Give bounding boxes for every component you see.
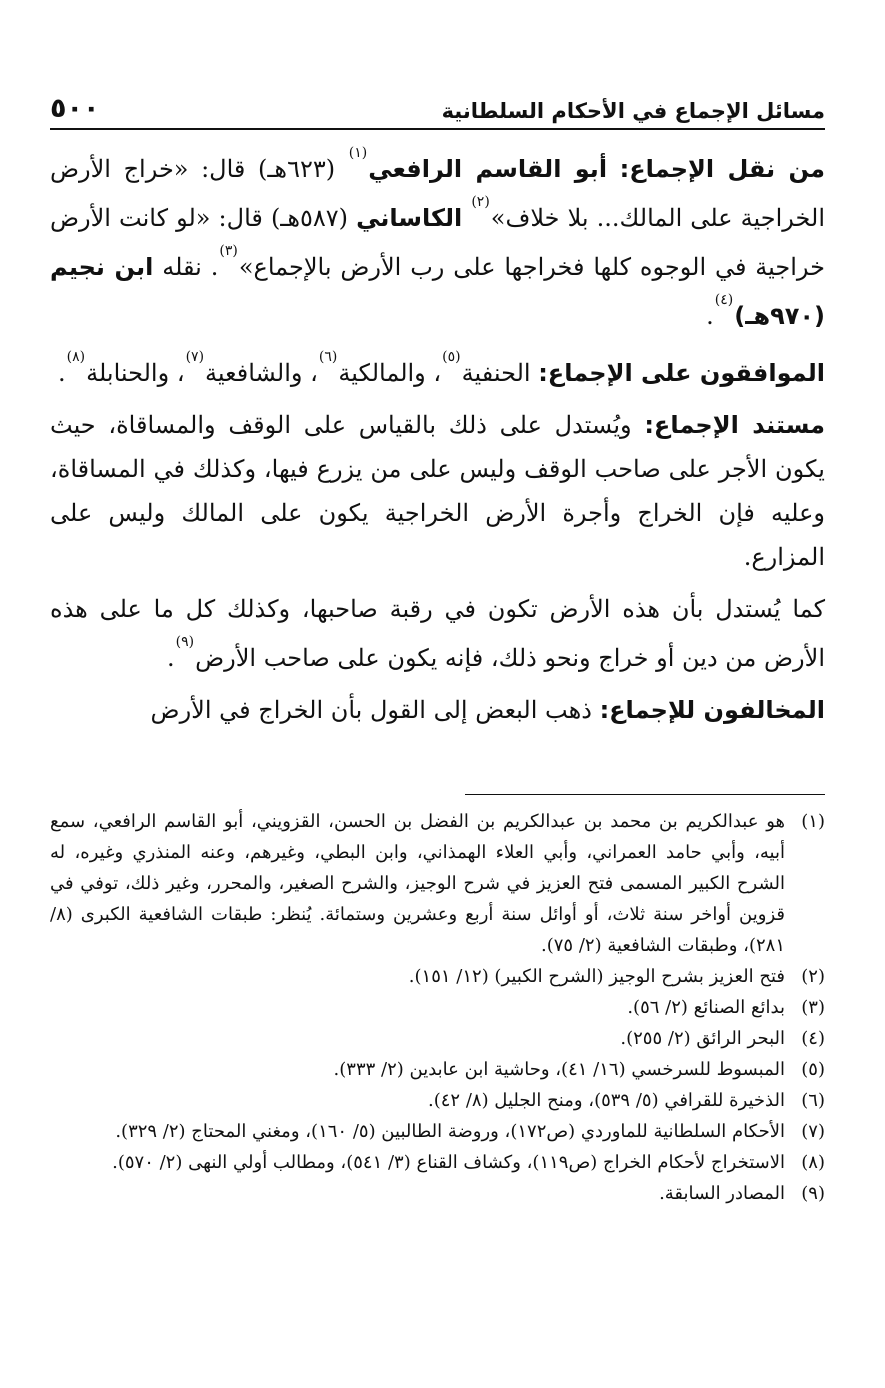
footnote-number: (٨) bbox=[801, 1152, 825, 1173]
footnote-ref[interactable]: (٧) bbox=[185, 349, 205, 365]
paragraph-text: ويُستدل على ذلك بالقياس على الوقف والمساقاة، حيث يكون الأجر على صاحب الوقف وليس على من يزرع فيها، وكذلك في المساقاة، وعليه فإن الخراج وأجرة الأرض الخراجية يكون على المالك وليس على المزارع. bbox=[50, 411, 825, 571]
footnote-item bbox=[50, 1116, 825, 1147]
footnote-number: (٦) bbox=[801, 1090, 825, 1111]
footnote-item bbox=[50, 1085, 825, 1116]
footnote-ref[interactable]: (٦) bbox=[318, 349, 338, 365]
footnote-text: فتح العزيز بشرح الوجيز (الشرح الكبير) (١٢/ ١٥١). bbox=[408, 966, 785, 987]
scholar-name: ابن نجيم (٩٧٠هـ) bbox=[50, 253, 825, 330]
paragraph-text: ، والشافعية bbox=[205, 359, 318, 387]
section-term: مستند الإجماع: bbox=[644, 411, 825, 439]
footnote-text: الذخيرة للقرافي (٥/ ٥٣٩)، ومنح الجليل (٨/ ٤٢). bbox=[428, 1090, 785, 1111]
paragraph-basis-continued bbox=[50, 587, 825, 680]
paragraph-text: . bbox=[167, 644, 175, 672]
footnotes bbox=[50, 806, 825, 1209]
paragraph-text: كما يُستدل بأن هذه الأرض تكون في رقبة صاحبها، وكذلك كل ما على هذه الأرض من دين أو خراج ونحو ذلك، فإنه يكون على صاحب الأرض bbox=[50, 595, 825, 672]
footnote-ref[interactable]: (٢) bbox=[471, 194, 490, 210]
paragraph-text: (٥٨٧هـ) قال: «لو كانت الأرض خراجية في الوجوه كلها فخراجها على رب الأرض بالإجماع» bbox=[50, 204, 825, 281]
header-divider bbox=[50, 128, 825, 130]
paragraph-text: (٦٢٣هـ) قال: «خراج الأرض الخراجية على المالك... بلا خلاف» bbox=[50, 155, 825, 232]
section-term: من نقل الإجماع: bbox=[619, 155, 825, 183]
footnote-text: هو عبدالكريم بن محمد بن عبدالكريم بن الفضل بن الحسن، القزويني، أبو القاسم الرافعي، سمع أبيه، وأبي حامد العمراني، وأبي العلاء الهمذاني، وابن البطي، وغيرهم، وعنه المنذري وغيره، له الشرح الكبير المسمى فتح العزيز في شرح الوجيز، والشرح الصغير، والمحرر، وغير ذلك، توفي في قزوين أواخر سنة ثلاث، أو أوائل سنة أربع وعشرين وستمائة. يُنظر: طبقات الشافعية الكبرى (٨/ ٢٨١)، وطبقات الشافعية (٢/ ٧٥). bbox=[50, 811, 785, 956]
footnote-number: (٧) bbox=[801, 1121, 825, 1142]
scholar-name: أبو القاسم الرافعي bbox=[368, 155, 608, 183]
footnote-item bbox=[50, 1054, 825, 1085]
page-header bbox=[50, 80, 825, 122]
footnote-item bbox=[50, 961, 825, 992]
footnote-text: المبسوط للسرخسي (١٦/ ٤١)، وحاشية ابن عابدين (٢/ ٣٣٣). bbox=[333, 1059, 785, 1080]
section-term: الموافقون على الإجماع: bbox=[538, 359, 825, 387]
footnote-text: المصادر السابقة. bbox=[659, 1183, 785, 1204]
footnote-item bbox=[50, 806, 825, 961]
footnote-item bbox=[50, 1147, 825, 1178]
footnote-text: الأحكام السلطانية للماوردي (ص١٧٢)، وروضة الطالبين (٥/ ١٦٠)، ومغني المحتاج (٢/ ٣٢٩). bbox=[115, 1121, 785, 1142]
paragraph-basis bbox=[50, 403, 825, 579]
footnote-number: (٤) bbox=[801, 1028, 825, 1049]
footnote-ref[interactable]: (٣) bbox=[219, 243, 238, 259]
paragraph-text: ، والمالكية bbox=[338, 359, 442, 387]
footnote-text: الاستخراج لأحكام الخراج (ص١١٩)، وكشاف القناع (٣/ ٥٤١)، ومطالب أولي النهى (٢/ ٥٧٠). bbox=[112, 1152, 785, 1173]
footnote-ref[interactable]: (٩) bbox=[175, 634, 195, 650]
main-text bbox=[50, 142, 825, 740]
footnote-number: (٣) bbox=[801, 997, 825, 1018]
section-term: المخالفون للإجماع: bbox=[599, 696, 825, 724]
scholar-name: الكاساني bbox=[356, 204, 463, 232]
footnote-ref[interactable]: (١) bbox=[348, 145, 368, 161]
footnote-number: (٥) bbox=[801, 1059, 825, 1080]
paragraph-agreeing bbox=[50, 346, 825, 395]
footnote-ref[interactable]: (٤) bbox=[714, 292, 734, 308]
footnote-number: (٢) bbox=[801, 966, 825, 987]
footnote-item bbox=[50, 1178, 825, 1209]
paragraph-text: . bbox=[57, 359, 66, 387]
footnote-text: البحر الرائق (٢/ ٢٥٥). bbox=[620, 1028, 785, 1049]
footnote-ref[interactable]: (٥) bbox=[442, 349, 461, 365]
running-title: مسائل الإجماع في الأحكام السلطانية bbox=[441, 99, 825, 123]
footnote-item bbox=[50, 1023, 825, 1054]
paragraph-transmitters bbox=[50, 142, 825, 338]
paragraph-text: ذهب البعض إلى القول بأن الخراج في الأرض bbox=[150, 696, 600, 724]
footnote-number: (٩) bbox=[801, 1183, 825, 1204]
paragraph-text: ، والحنابلة bbox=[86, 359, 185, 387]
paragraph-dissenters bbox=[50, 688, 825, 732]
paragraph-text: . نقله bbox=[153, 253, 219, 281]
footnote-item bbox=[50, 992, 825, 1023]
page-number: ٥٠٠ bbox=[50, 93, 100, 124]
footnote-number: (١) bbox=[801, 811, 825, 832]
footnote-text: بدائع الصنائع (٢/ ٥٦). bbox=[627, 997, 785, 1018]
footnote-ref[interactable]: (٨) bbox=[66, 349, 86, 365]
paragraph-text: الحنفية bbox=[461, 359, 539, 387]
paragraph-text: . bbox=[706, 302, 714, 330]
footnote-divider bbox=[465, 794, 825, 795]
